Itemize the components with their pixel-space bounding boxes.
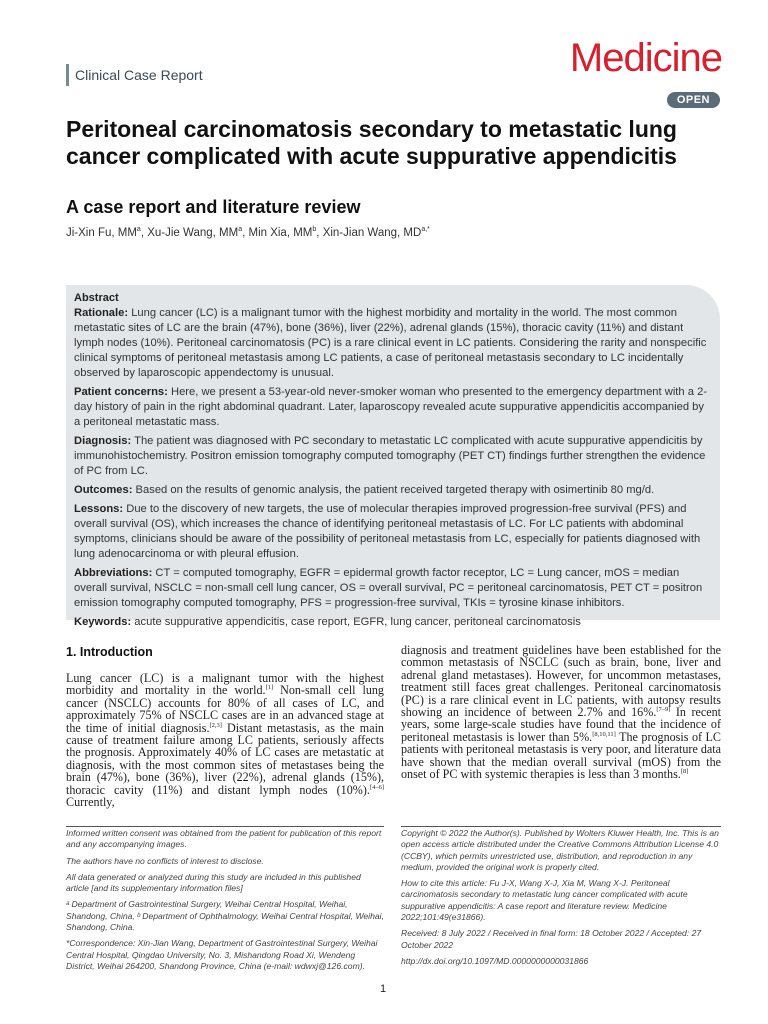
footnote-divider-left: [66, 826, 384, 827]
journal-logo: Medicine: [569, 36, 722, 80]
footnotes-right: [401, 828, 721, 972]
author-affiliation: b: [312, 226, 317, 233]
body-text: diagnosis and treatment guidelines have been established for the common metastasis of NSCLC (such as brain, bone, liver and adrenal gland metastases). However, for uncommon metastases, treatment still faces great challenges. Peritoneal carcinomatosis (PC) is a rare clinical event in LC patients, with autopsy results showing an incidence of between 2.7% and 16%.: [401, 643, 721, 720]
author-affiliation: a,*: [421, 226, 430, 233]
abstract-paragraph: [74, 306, 712, 381]
abstract-paragraph: [74, 502, 712, 562]
body-column-right: [401, 644, 721, 780]
author-name: Xin-Jian Wang, MD: [322, 226, 422, 239]
citation-ref: [4–6]: [369, 783, 384, 791]
citation-ref: [2,3]: [209, 721, 222, 729]
abstract-sections: [74, 306, 712, 630]
abstract-paragraph: [74, 483, 712, 498]
abstract-label: Diagnosis:: [74, 435, 132, 447]
abstract-text: acute suppurative appendicitis, case report, EGFR, lung cancer, peritoneal carcinomatosis: [131, 616, 581, 628]
open-access-badge: OPEN: [667, 92, 720, 108]
citation-ref: [1]: [265, 684, 274, 692]
footnote-right: How to cite this article: Fu J-X, Wang X-J, Xia M, Wang X-J. Peritoneal carcinomatosis secondary to metastatic lung cancer complicated with acute suppurative appendicitis: A case report and literature review. Medicine 2022;101:49(e31866).: [401, 878, 688, 923]
footnote-right: Copyright © 2022 the Author(s). Published by Wolters Kluwer Health, Inc. This is an open access article distributed under the Creative Commons Attribution License 4.0 (CCBY), which permits unrestricted use, distribution, and reproduction in any medium, provided the original work is properly cited.: [401, 828, 719, 872]
abstract-box: [66, 285, 720, 628]
body-text: Currently,: [66, 795, 115, 810]
body-text: The prognosis of LC patients with peritoneal metastasis is very poor, and literature data have shown that the median overall survival (mOS) from the onset of PC with systemic therapies is less than 3 months.: [401, 729, 721, 782]
footnote-left: *Correspondence: Xin-Jian Wang, Department of Gastrointestinal Surgery, Weihai Central Hospital, Qingdao University, No. 3, Mishandong Road Xi, Wendeng District, Weihai 264200, Shandong Province, China (e-mail: wdwxj@126.com).: [66, 938, 378, 971]
abstract-paragraph: [74, 385, 712, 430]
abstract-label: Outcomes:: [74, 484, 133, 496]
article-title: Peritoneal carcinomatosis secondary to metastatic lung cancer complicated with acute suppurative appendicitis: [66, 116, 677, 169]
author-name: Ji-Xin Fu, MM: [66, 226, 137, 239]
abstract-paragraph: [74, 434, 712, 479]
section-heading-introduction: 1. Introduction: [66, 645, 153, 659]
abstract-text: Based on the results of genomic analysis, the patient received targeted therapy with osimertinib 80 mg/d.: [132, 484, 655, 496]
article-subtitle: A case report and literature review: [66, 197, 361, 217]
footnote-left: All data generated or analyzed during this study are included in this published article [and its supplementary information files]: [66, 871, 361, 894]
footnote-divider-right: [401, 826, 721, 827]
page-number: 1: [380, 983, 387, 995]
citation-ref: [7–9]: [656, 706, 671, 713]
footnote-right: http://dx.doi.org/10.1097/MD.0000000000031866: [401, 955, 589, 966]
abstract-label: Abbreviations:: [74, 567, 153, 579]
abstract-text: CT = computed tomography, EGFR = epidermal growth factor receptor, LC = Lung cancer, mOS = median overall survival, NSCLC = non-small cell lung cancer, OS = overall survival, PC = peritoneal carcinomatosis, PET CT = positron emission tomography computed tomography, PFS = progression-free survival, TKIs = tyrosine kinase inhibitors.: [74, 567, 703, 609]
section-label: Clinical Case Report: [66, 64, 203, 86]
abstract-heading: Abstract: [74, 292, 119, 304]
body-text: Distant metastasis, as the main cause of treatment failure among LC patients, seriously affects the prognosis. Approximately 40% of LC cases are metastatic at diagnosis, with the most common sites of metastases being the brain (47%), bone (36%), liver (22%), adrenal glands (15%), thoracic cavity (11%) and distant lymph nodes (10%).: [66, 720, 384, 797]
body-column-left: [66, 672, 384, 808]
author-name: Min Xia, MM: [248, 226, 313, 239]
footnote-left: Informed written consent was obtained from the patient for publication of this report and any accompanying images.: [66, 828, 382, 850]
footnote-right: Received: 8 July 2022 / Received in final form: 18 October 2022 / Accepted: 27 October 2022: [401, 928, 702, 950]
author-affiliation: a: [136, 226, 141, 233]
author-list: Ji-Xin Fu, $MM^a$, Xu-Jie Wang, $MM^a$, Min Xia, $MM^b$, Xin-Jian Wang, $MD^{a,*}$: [66, 226, 430, 239]
body-text: Lung cancer (LC) is a malignant tumor with the highest morbidity and mortality in the world.: [66, 671, 384, 698]
footnotes-left: [66, 828, 384, 977]
citation-ref: [8,10,11]: [592, 730, 616, 738]
author-affiliation: a: [238, 226, 243, 233]
abstract-label: Patient concerns:: [74, 386, 168, 398]
abstract-text: The patient was diagnosed with PC secondary to metastatic LC complicated with acute suppurative appendicitis by immunohistochemistry. Positron emission tomography computed tomography (PET CT) findings further strengthen the evidence of PC from LC.: [74, 435, 706, 477]
author-name: Xu-Jie Wang, MM: [147, 226, 239, 239]
abstract-paragraph: [74, 615, 712, 630]
abstract-text: Here, we present a 53-year-old never-smoker woman who presented to the emergency department with a 2-day history of pain in the right abdominal quadrant. Later, laparoscopy revealed acute suppurative appendicitis accompanied by a peritoneal metastatic mass.: [74, 386, 708, 428]
body-text: In recent years, some large-scale studies have found that the incidence of peritoneal metastasis is lower than 5%.: [401, 705, 721, 744]
body-text: Non-small cell lung cancer (NSCLC) accounts for 80% of all cases of LC, and approximately 75% of NSCLC cases are in an advanced stage at the time of initial diagnosis.: [66, 683, 384, 735]
abstract-paragraph: [74, 566, 712, 611]
citation-ref: [8]: [680, 768, 689, 776]
abstract-label: Rationale:: [74, 307, 129, 319]
abstract-text: Lung cancer (LC) is a malignant tumor with the highest morbidity and mortality in the world. The most common metastatic sites of LC are the brain (47%), bone (36%), liver (22%), adrenal glands (15%), thoracic cavity (11%) and distant lymph nodes (10%). Peritoneal carcinomatosis (PC) is a rare clinical event in LC patients. Considering the rarity and nonspecific clinical symptoms of peritoneal metastasis among LC patients, a case of peritoneal metastasis secondary to LC incidentally observed by laparoscopic appendectomy is unusual.: [74, 307, 707, 379]
footnote-left: ᵃ Department of Gastrointestinal Surgery, Weihai Central Hospital, Weihai, Shandong, China, ᵇ Department of Ophthalmology, Weihai Central Hospital, Weihai, Shandong, China.: [66, 899, 384, 933]
abstract-label: Keywords:: [74, 616, 132, 628]
footnote-left: The authors have no conflicts of interest to disclose.: [66, 855, 264, 866]
abstract-text: Due to the discovery of new targets, the use of molecular therapies improved progression-free survival (PFS) and overall survival (OS), which increases the chance of identifying peritoneal metastasis of LC. For LC patients with abdominal symptoms, clinicians should be aware of the possibility of peritoneal metastasis from LC, especially for patients diagnosed with lung adenocarcinoma or with pleural effusion.: [74, 503, 701, 560]
abstract-label: Lessons:: [74, 503, 124, 515]
